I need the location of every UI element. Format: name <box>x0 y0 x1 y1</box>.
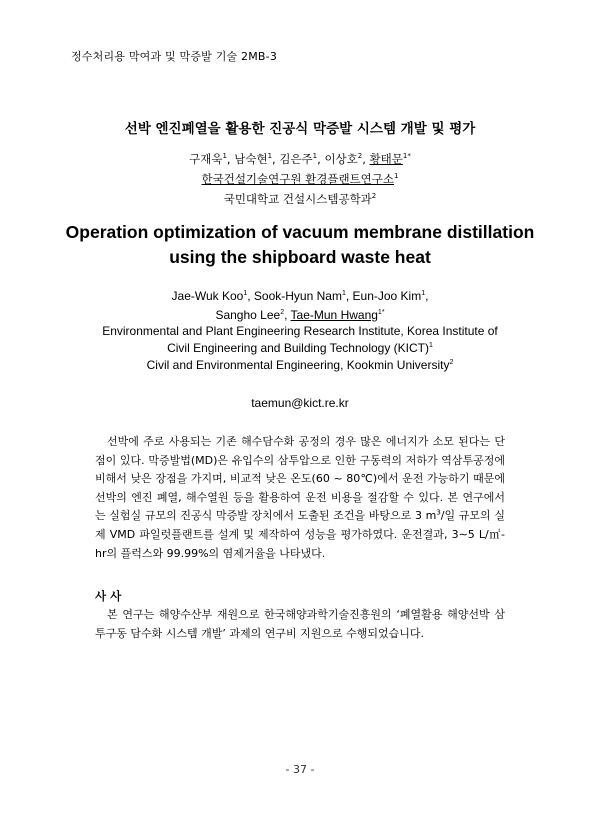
affiliation-mark: 2 <box>449 359 454 366</box>
affiliation-mark: 2 <box>280 309 285 316</box>
korean-affiliation-2 <box>0 191 600 207</box>
corresponding-author-name: 황태문 <box>369 152 403 166</box>
korean-authors: 구재욱$^1$, 남숙현$^1$, 김은주$^1$, 이상호$^2$, 황태문$^{1*}$ <box>189 152 411 166</box>
acknowledgment <box>95 606 505 643</box>
affiliation-mark: 1 <box>394 172 399 181</box>
affiliation-mark: 1 <box>429 342 433 349</box>
affiliation-text: 국민대학교 건설시스템공학과 <box>223 192 372 206</box>
author-name: Sangho Lee <box>215 308 281 322</box>
affiliation-mark: 1 <box>421 290 426 297</box>
author-name: Eun-Joo Kim <box>352 289 422 303</box>
author-name: Sook-Hyun Nam <box>253 289 342 303</box>
affiliation-mark: 1 <box>243 290 248 297</box>
english-affiliation-line-3 <box>0 358 600 372</box>
affiliation-mark: 1 <box>222 152 227 161</box>
affiliation-text: 한국건설기술연구원 환경플랜트연구소 <box>201 172 395 186</box>
affiliation-mark: 1 <box>341 290 346 297</box>
affiliation-text: Civil Engineering and Building Technology (KICT) <box>167 341 429 355</box>
english-title-line-2: using the shipboard waste heat <box>169 247 431 267</box>
acknowledgment-heading: 사사 <box>95 589 126 603</box>
affiliation-mark: 2 <box>371 192 377 201</box>
unit-superscript: 3 <box>436 508 441 517</box>
english-affiliation-line-1: Environmental and Plant Engineering Research Institute, Korea Institute of <box>102 324 498 338</box>
abstract-text: 선박에 주로 사용되는 기존 해수담수화 공정의 경우 많은 에너지가 소모 된다는 단점이 있다. 막증발법(MD)은 유입수의 삼투압으로 인한 구동력의 저하가 역삼투공정에 비해서 낮은 장점을 가지며, 비교적 낮은 온도(60 ~ 80℃)에서 운전 가능하기 때문에 선박의 엔진 폐열, 해수열원 등을 활용하여 운전 비용을 절감할 수 있다. 본 연구에서는 실험실 규모의 진공식 막증발 장치에서 도출된 조건을 바탕으로 3 m <box>95 435 505 523</box>
contact-email: taemun@kict.re.kr <box>251 396 349 410</box>
english-affiliation-line-2 <box>0 341 600 355</box>
corresponding-author-name: Tae-Mun Hwang <box>290 308 378 322</box>
affiliation-mark: 1 <box>312 152 318 161</box>
abstract <box>95 433 505 563</box>
english-authors-line-1: Jae-Wuk Koo$^1$, Sook-Hyun Nam$^1$, Eun-Joo Kim$^1$, <box>171 289 429 303</box>
acknowledgment-text: 본 연구는 해양수산부 재원으로 한국해양과학기술진흥원의 ‘폐열활용 해양선박 삼투구동 담수화 시스템 개발’ 과제의 연구비 지원으로 수행되었습니다. <box>95 608 505 640</box>
author-name: 김은주 <box>279 152 313 166</box>
affiliation-mark: 2 <box>357 152 363 161</box>
korean-affiliation-1 <box>0 171 600 187</box>
korean-title: 선박 엔진폐열을 활용한 진공식 막증발 시스템 개발 및 평가 <box>124 121 476 137</box>
author-name: 구재욱 <box>189 152 223 166</box>
english-title-line-1: Operation optimization of vacuum membrane distillation <box>65 222 535 242</box>
affiliation-mark: 1* <box>377 309 385 316</box>
affiliation-mark: 1 <box>267 152 273 161</box>
author-name: 남숙현 <box>234 152 268 166</box>
author-name: Jae-Wuk Koo <box>171 289 244 303</box>
author-name: 이상호 <box>324 152 358 166</box>
affiliation-text: Civil and Environmental Engineering, Kookmin University <box>146 358 450 372</box>
page-number: - 37 - <box>285 763 315 776</box>
abstract-paragraph <box>95 433 505 563</box>
abstract-text: /일 규모의 실제 VMD 파일럿플랜트를 설계 및 제작하여 성능을 평가하였다. 운전결과, 3∼5 L/㎡-hr의 플럭스와 99.99%의 염제거율을 나타냈다. <box>95 509 505 560</box>
affiliation-mark: 1* <box>402 152 411 161</box>
english-authors-line-2: Sangho Lee$^2$, Tae-Mun Hwang$^{1*}$ <box>215 308 385 322</box>
running-header: 정수처리용 막여과 및 막증발 기술 2MB-3 <box>71 50 278 63</box>
